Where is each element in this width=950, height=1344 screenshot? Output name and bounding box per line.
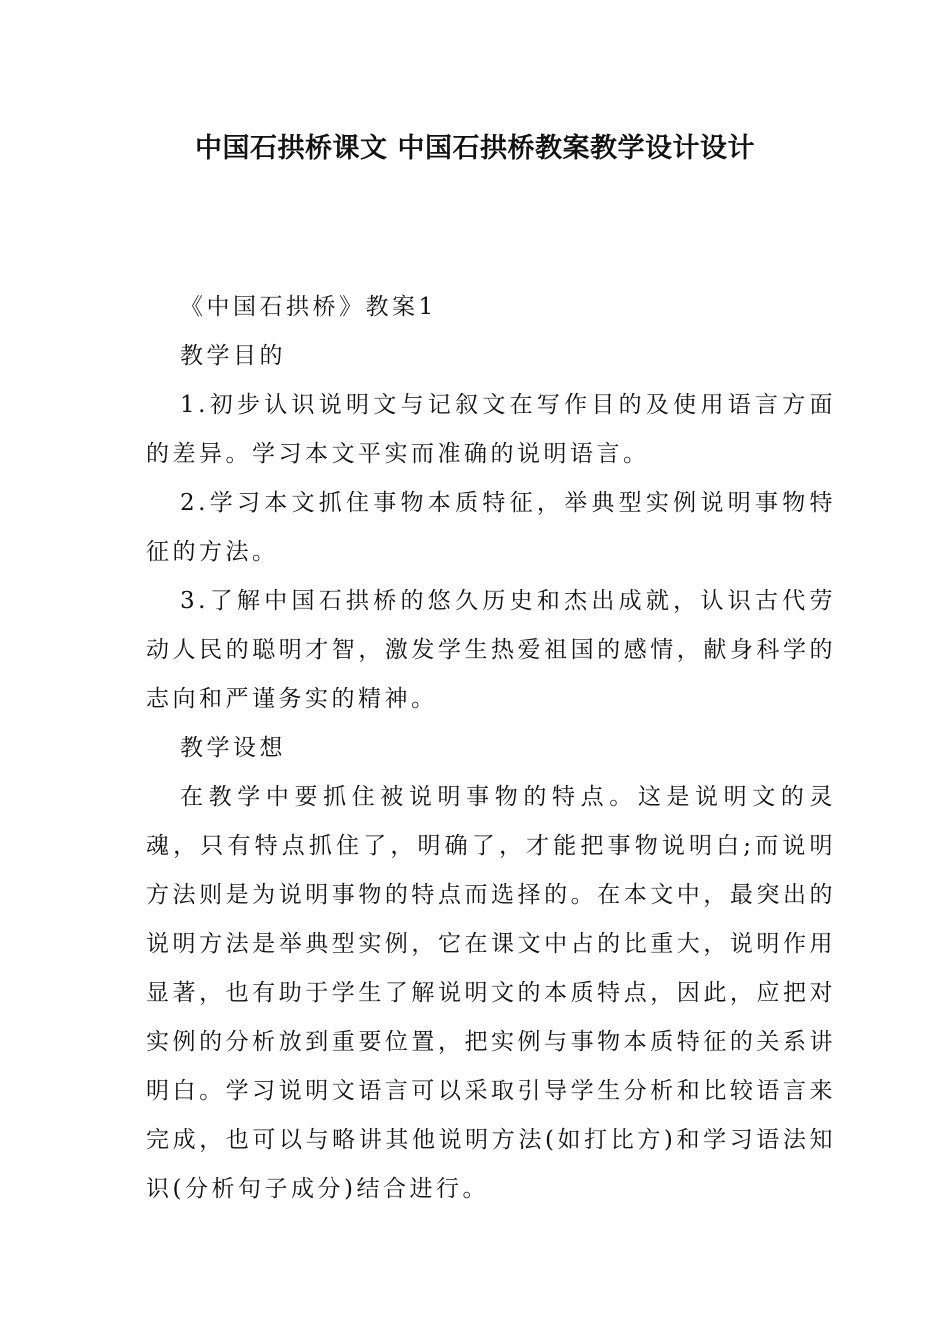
section-heading-teaching-goals: 教学目的 xyxy=(180,343,286,369)
teaching-ideas-paragraph: 在教学中要抓住被说明事物的特点。这是说明文的灵魂，只有特点抓住了，明确了，才能把事物说明白;而说明方法则是为说明事物的特点而选择的。在本文中，最突出的说明方法是举典型实例，它在课文中占的比重大，说明作用显著，也有助于学生了解说明文的本质特点，因此，应把对实例的分析放到重要位置，把实例与事物本质特征的关系讲明白。学习说明文语言可以采取引导学生分析和比较语言来完成，也可以与略讲其他说明方法(如打比方)和学习语法知识(分析句子成分)结合进行。 xyxy=(146,784,836,1202)
lesson-plan-heading: 《中国石拱桥》教案1 xyxy=(180,294,437,320)
document-body xyxy=(146,283,836,1214)
section-heading-teaching-ideas: 教学设想 xyxy=(180,735,286,761)
document-title: 中国石拱桥课文 中国石拱桥教案教学设计设计 xyxy=(195,133,755,164)
goal-item-1: 1.初步认识说明文与记叙文在写作目的及使用语言方面的差异。学习本文平实而准确的说明语言。 xyxy=(146,392,836,467)
goal-item-3: 3.了解中国石拱桥的悠久历史和杰出成就，认识古代劳动人民的聪明才智，激发学生热爱祖国的感情，献身科学的志向和严谨务实的精神。 xyxy=(146,588,836,712)
goal-item-2: 2.学习本文抓住事物本质特征，举典型实例说明事物特征的方法。 xyxy=(146,490,836,565)
